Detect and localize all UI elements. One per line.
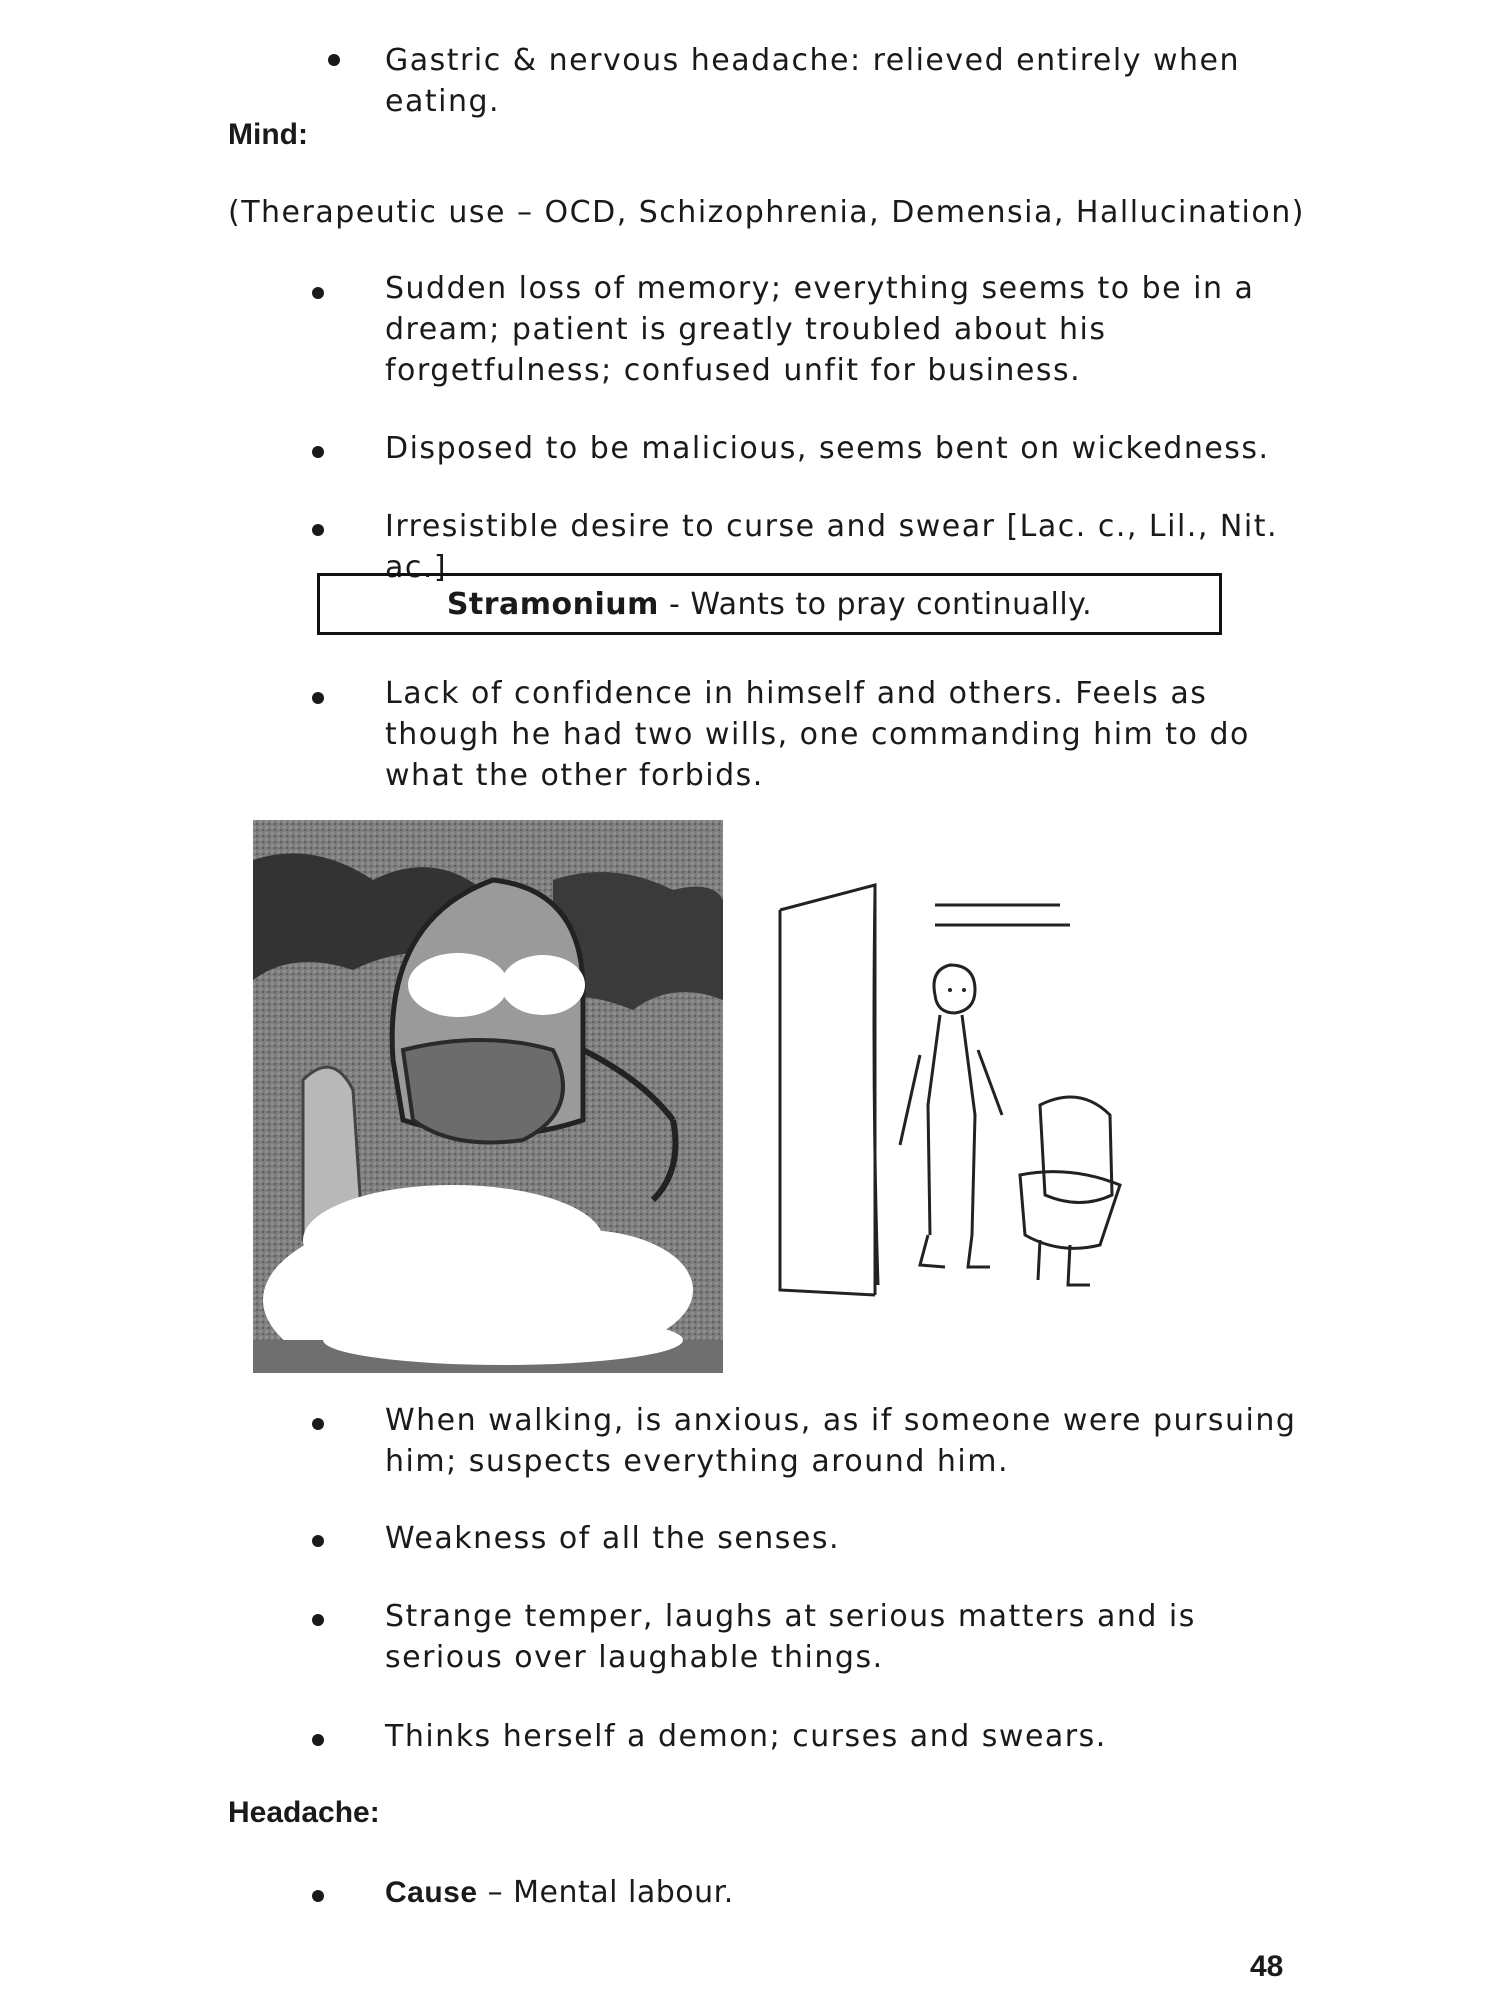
bullet-weak-senses: Weakness of all the senses.: [385, 1521, 841, 1556]
stramonium-remedy-name: Stramonium: [446, 586, 659, 622]
cartoon-photo-graphic: [253, 820, 723, 1373]
section-heading-mind: Mind:: [228, 118, 308, 151]
stramonium-note-box: [317, 573, 1222, 635]
cartoon-photo-illustration: [253, 820, 723, 1373]
bullet-dot: [328, 54, 340, 66]
bullet-malicious: Disposed to be malicious, seems bent on wickedness.: [385, 431, 1270, 466]
bullet-gastric-headache: Gastric & nervous headache: relieved entirely when eating.: [385, 43, 1241, 119]
bullet-two-wills: Lack of confidence in himself and others. Feels as though he had two wills, one commanding him to do what the other forbids.: [385, 676, 1250, 793]
bullet-dot: [312, 692, 324, 704]
cartoon-sketch-illustration: [740, 815, 1240, 1335]
bullet-strange-temper: Strange temper, laughs at serious matters and is serious over laughable things.: [385, 1599, 1196, 1675]
cartoon-sketch-graphic: [740, 815, 1240, 1335]
stramonium-note-text: - Wants to pray continually.: [658, 586, 1093, 622]
cause-label: Cause: [385, 1876, 478, 1909]
bullet-cause: [385, 1872, 1320, 1913]
bullet-dot: [312, 1535, 324, 1547]
bullet-dot: [312, 1614, 324, 1626]
bullet-dot: [312, 287, 324, 299]
bullet-dot: [312, 524, 324, 536]
bullet-curse-swear: Irresistible desire to curse and swear [Lac. c., Lil., Nit. ac.]: [385, 509, 1278, 585]
bullet-memory-loss: Sudden loss of memory; everything seems to be in a dream; patient is greatly troubled about his forgetfulness; confused unfit for business.: [385, 271, 1255, 388]
page-number: 48: [1250, 1950, 1284, 1983]
therapeutic-use-line: (Therapeutic use – OCD, Schizophrenia, Demensia, Hallucination): [228, 195, 1305, 230]
bullet-thinks-demon: Thinks herself a demon; curses and swears.: [385, 1719, 1107, 1754]
section-heading-headache: Headache:: [228, 1796, 380, 1829]
bullet-dot: [312, 446, 324, 458]
cause-text: – Mental labour.: [477, 1875, 734, 1910]
bullet-dot: [312, 1890, 324, 1902]
bullet-dot: [312, 1734, 324, 1746]
bullet-anxious-walking: When walking, is anxious, as if someone were pursuing him; suspects everything around him.: [385, 1403, 1297, 1479]
bullet-dot: [312, 1418, 324, 1430]
